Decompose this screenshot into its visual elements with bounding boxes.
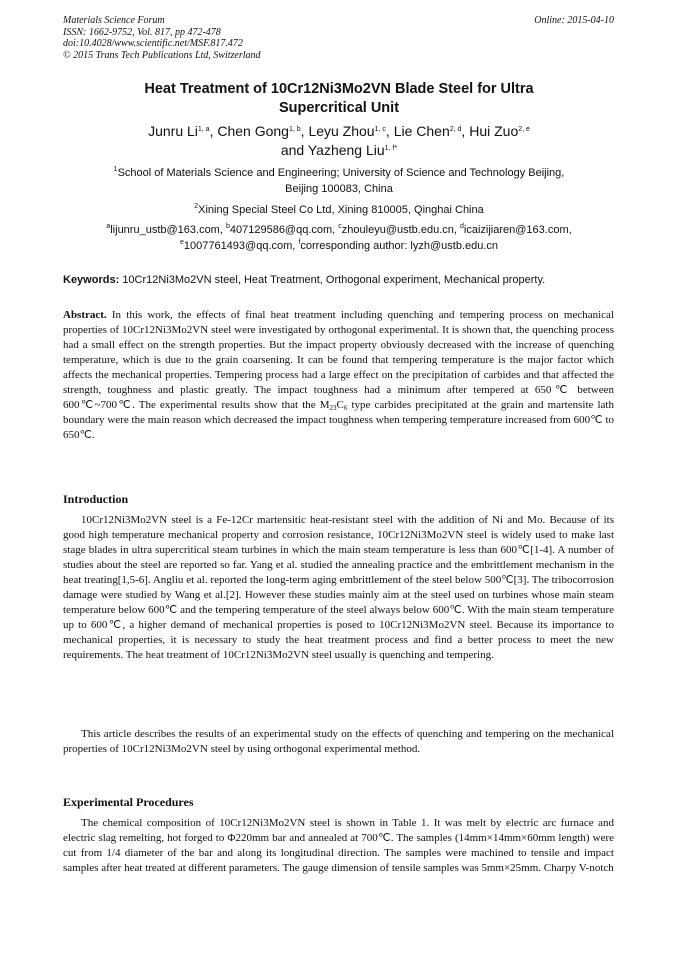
author: Leyu Zhou	[308, 123, 375, 139]
author: Yazheng Liu	[307, 142, 385, 158]
affiliation-1: $^1$School of Materials Science and Engineering; University of Science and Technology Beijing, Beijing 100083, China	[113, 166, 565, 195]
title-line-1: Heat Treatment of 10Cr12Ni3Mo2VN Blade Steel for Ultra	[144, 81, 534, 97]
author: Lie Chen	[393, 123, 450, 139]
procedures-paragraph-1: The chemical composition of 10Cr12Ni3Mo2VN steel is shown in Table 1. It was melt by electric arc furnace and electric slag remelting, hot forged to Φ220mm bar and annealed at 700℃. The samples (14mm×14mm×60mm length) were cut from 1/4 diameter of the bar and along its longitudinal direction. The samples were machined to tensile and impact samples after heat treated at different parameters. The gauge dimension of tensile samples was 5mm×25mm. Charpy V-notch	[63, 817, 614, 874]
author: Hui Zuo	[469, 123, 519, 139]
email[interactable]: 407129586@qq.com,	[229, 224, 336, 236]
issn: ISSN: 1662-9752, Vol. 817, pp 472-478	[63, 26, 221, 38]
paper-title	[60, 80, 618, 118]
intro-paragraph-2: This article describes the results of an experimental study on the effects of quenching and tempering on the mechanical properties of 10Cr12Ni3Mo2VN steel by using orthogonal experimental method.	[63, 728, 614, 755]
keywords	[63, 273, 623, 288]
email[interactable]: lijunru_ustb@163.com,	[110, 224, 223, 236]
section-heading-procedures: Experimental Procedures	[63, 795, 194, 809]
author: Junru Li	[148, 123, 198, 139]
journal-header	[63, 15, 261, 61]
intro-paragraph-1: 10Cr12Ni3Mo2VN steel is a Fe-12Cr martensitic heat-resistant steel with the addition of Ni and Mo. Because of its good high temperature mechanical property and corrosion resistance, 10Cr12Ni3Mo2VN steel is widely used to make last stage blades in ultra supercritical steam turbines in which the main steam temperature is less than 600℃[1-4]. A number of studies about the steel are reported so far. Yang et al. studied the annealing practice and the embrittlement mechanism in the heat treating[1,5-6]. Angliu et al. reported the long-term aging embrittlement of the steel below 500℃[3]. The tribocorrosion damage were studied by Wang et al.[2]. However these studies mainly aim at the steel used on turbines whose main steam temperature below 600℃ and the tempering temperature of the steel always below 600℃. With the main steam temperature up to 600℃, a higher demand of mechanical properties is posed to 10Cr12Ni3Mo2VN steel. Because its importance to mechanical properties, it is necessary to study the heat treatment process and find a better process to meet the new requirements. The heat treatment of 10Cr12Ni3Mo2VN steel usually is quenching and tempering.	[63, 514, 614, 661]
online-date: Online: 2015-04-10	[534, 15, 614, 26]
keywords-label: Keywords:	[63, 274, 120, 286]
journal-name: Materials Science Forum	[63, 15, 165, 26]
email-list: $^a$lijunru_ustb@163.com, $^b$407129586@qq.com, $^c$zhouleyu@ustb.edu.cn, $^d$icaizijiaren@163.com, $^e$1007761493@qq.com, $^f$corresponding author: lyzh@ustb.edu.cn	[106, 223, 572, 252]
keywords-text: 10Cr12Ni3Mo2VN steel, Heat Treatment, Orthogonal experiment, Mechanical property.	[122, 274, 546, 286]
author-list: Junru Li$^{1, a}$, Chen Gong$^{1, b}$, Leyu Zhou$^{1, c}$, Lie Chen$^{2, d}$, Hui Zuo$^{2, e}$ and Yazheng Liu$^{1, f*}$	[148, 123, 530, 158]
section-heading-introduction: Introduction	[63, 492, 129, 506]
email[interactable]: icaizijiaren@163.com,	[463, 224, 572, 236]
email[interactable]: corresponding author: lyzh@ustb.edu.cn	[300, 239, 499, 252]
title-line-2: Supercritical Unit	[278, 100, 400, 116]
email[interactable]: zhouleyu@ustb.edu.cn,	[341, 224, 457, 236]
email[interactable]: 1007761493@qq.com,	[183, 239, 296, 252]
abstract-label: Abstract.	[63, 309, 107, 321]
doi[interactable]: doi:10.4028/www.scientific.net/MSF.817.472	[63, 38, 243, 49]
abstract: Abstract. In this work, the effects of final heat treatment including quenching and tempering process on mechanical properties of 10Cr12Ni3Mo2VN steel were investigated by orthogonal experimental. It is shown that, the quenching process had a small effect on the strength properties. But the impact property obviously decreased with the increase of quenching temperature, which is due to the grain coarsening. It can be found that tempering temperature is the major factor which affects the mechanical properties. Tempering process had a large effect on the precipitation of carbides and that affected the strength, toughness and plastic greatly. The impact toughness had a minimum after tempered at 650℃ between 600℃~700℃. The experimental results show that the $M_{23}C_6$ type carbides precipitated at the grain and martensite lath boundary were the main reason which decreased the impact toughness when tempering temperature increased from 600℃ to 650℃.	[63, 309, 614, 441]
affiliation-2: $^2$Xining Special Steel Co Ltd, Xining 810005, Qinghai China	[194, 203, 484, 216]
author: Chen Gong	[217, 123, 289, 139]
author-conjunction: and	[280, 142, 305, 158]
copyright: © 2015 Trans Tech Publications Ltd, Switzerland	[63, 49, 261, 61]
